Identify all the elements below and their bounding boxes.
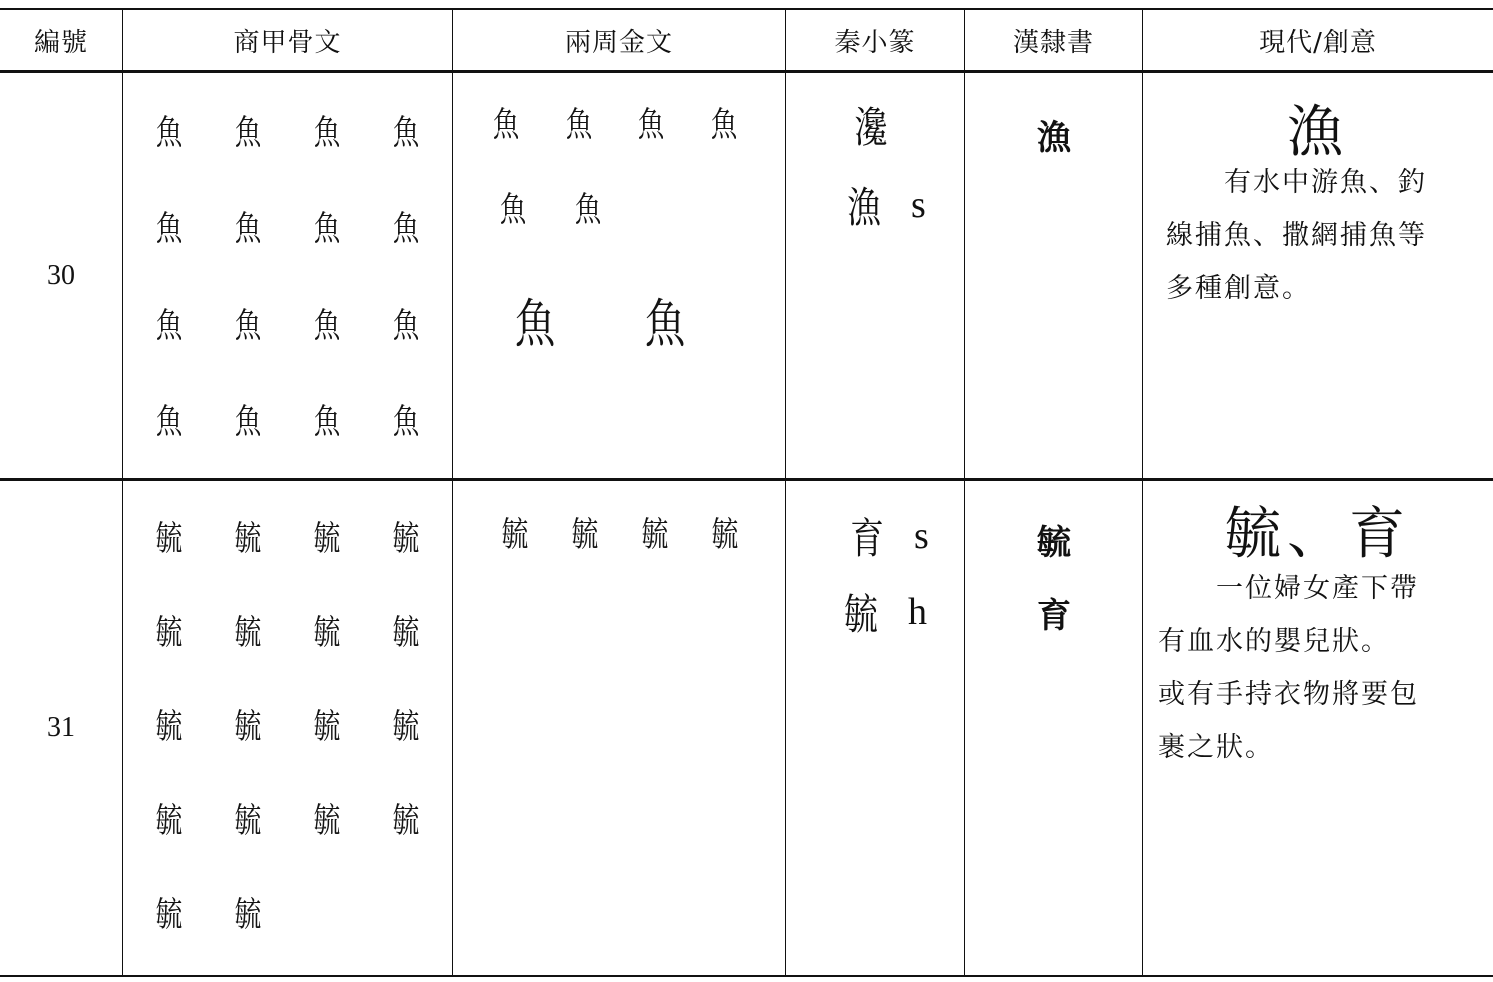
row-number: 31 <box>47 712 75 743</box>
oracle-glyph: 魚 <box>392 401 419 442</box>
bronze-glyph: 魚 <box>514 295 556 355</box>
seal-glyph: 漁 <box>847 183 881 232</box>
description-line: 有血水的嬰兒狀。 <box>1158 626 1390 657</box>
header-oracle: 商甲骨文 <box>233 27 342 58</box>
seal-entry <box>846 506 929 566</box>
row-number: 30 <box>47 259 75 291</box>
oracle-glyph: 毓 <box>156 895 183 935</box>
clerical-glyph: 育 <box>1037 596 1071 636</box>
bronze-glyph: 魚 <box>565 105 593 145</box>
oracle-glyph: 魚 <box>313 305 341 346</box>
oracle-glyph: 魚 <box>392 209 419 250</box>
description-line: 多種創意。 <box>1166 273 1311 304</box>
oracle-glyph: 毓 <box>392 801 419 841</box>
bronze-glyph-row-top <box>480 500 760 570</box>
header-bronze: 兩周金文 <box>564 27 673 58</box>
oracle-glyph: 毓 <box>313 613 341 653</box>
seal-source-tag: s <box>911 184 926 226</box>
oracle-glyph: 魚 <box>234 209 262 250</box>
description-line: 有水中游魚、釣 <box>1166 167 1427 198</box>
row-divider <box>0 478 1493 481</box>
bronze-glyph: 魚 <box>637 105 665 145</box>
oracle-glyph: 魚 <box>156 401 183 442</box>
bronze-glyph: 魚 <box>710 105 738 145</box>
oracle-glyph: 毓 <box>156 613 183 653</box>
bronze-glyph: 毓 <box>571 515 599 555</box>
modern-description <box>1166 156 1427 315</box>
modern-character: 漁 <box>1287 100 1349 165</box>
oracle-glyph-grid <box>130 85 445 470</box>
description-line: 或有手持衣物將要包 <box>1158 679 1419 710</box>
bronze-glyph: 魚 <box>499 190 526 230</box>
header-seal: 秦小篆 <box>834 27 916 58</box>
oracle-glyph: 毓 <box>234 519 262 559</box>
header-clerical: 漢隸書 <box>1012 27 1094 58</box>
oracle-glyph: 魚 <box>392 305 419 346</box>
modern-character: 毓、育 <box>1225 502 1411 567</box>
oracle-glyph: 魚 <box>313 209 341 250</box>
seal-glyph: 瀺 <box>854 103 888 152</box>
header-number: 編號 <box>33 27 88 58</box>
table-bottom-border <box>0 975 1493 977</box>
bronze-glyph: 魚 <box>644 295 686 355</box>
oracle-glyph: 毓 <box>156 707 183 747</box>
clerical-glyph: 漁 <box>1037 118 1071 158</box>
oracle-glyph: 魚 <box>234 305 262 346</box>
oracle-glyph: 魚 <box>156 209 183 250</box>
description-line: 一位婦女產下帶 <box>1158 573 1419 604</box>
seal-entry <box>840 582 927 642</box>
modern-description <box>1158 562 1419 774</box>
oracle-glyph: 魚 <box>234 113 262 154</box>
oracle-glyph: 毓 <box>313 707 341 747</box>
bronze-glyph: 魚 <box>492 105 520 145</box>
oracle-glyph: 毓 <box>313 519 341 559</box>
bronze-glyph-row-top <box>470 90 760 160</box>
bronze-glyph-row-big <box>470 260 730 390</box>
oracle-glyph: 魚 <box>313 113 341 154</box>
oracle-glyph: 魚 <box>156 113 183 154</box>
oracle-glyph: 魚 <box>313 401 341 442</box>
oracle-glyph: 毓 <box>392 707 419 747</box>
seal-source-tag: h <box>908 591 928 633</box>
oracle-glyph: 毓 <box>234 613 262 653</box>
seal-entry <box>850 95 918 155</box>
oracle-glyph: 魚 <box>392 113 419 154</box>
oracle-glyph: 毓 <box>234 801 262 841</box>
description-line: 裹之狀。 <box>1158 732 1274 763</box>
oracle-glyph: 魚 <box>156 305 183 346</box>
bronze-glyph: 毓 <box>641 515 669 555</box>
oracle-glyph: 毓 <box>156 519 183 559</box>
col-divider-2 <box>452 8 453 977</box>
col-divider-1 <box>122 8 123 977</box>
oracle-glyph: 毓 <box>234 707 262 747</box>
seal-entry <box>843 175 926 235</box>
bronze-glyph: 毓 <box>501 515 529 555</box>
bronze-glyph-row-mid <box>475 175 625 245</box>
oracle-glyph-grid <box>130 492 445 962</box>
description-line: 線捕魚、撒網捕魚等 <box>1166 220 1427 251</box>
clerical-glyph: 毓 <box>1037 523 1071 563</box>
seal-source-tag: s <box>914 515 929 557</box>
header-bottom-border <box>0 70 1493 73</box>
col-divider-3 <box>785 8 786 977</box>
oracle-glyph: 毓 <box>234 895 262 935</box>
oracle-glyph: 毓 <box>156 801 183 841</box>
seal-glyph: 毓 <box>844 590 878 639</box>
oracle-glyph: 毓 <box>392 613 419 653</box>
bronze-glyph: 毓 <box>711 515 739 555</box>
header-modern: 現代/創意 <box>1259 27 1377 58</box>
bronze-glyph: 魚 <box>574 190 601 230</box>
seal-glyph: 育 <box>850 514 884 563</box>
oracle-glyph: 毓 <box>392 519 419 559</box>
oracle-glyph: 毓 <box>313 801 341 841</box>
oracle-glyph: 魚 <box>234 401 262 442</box>
